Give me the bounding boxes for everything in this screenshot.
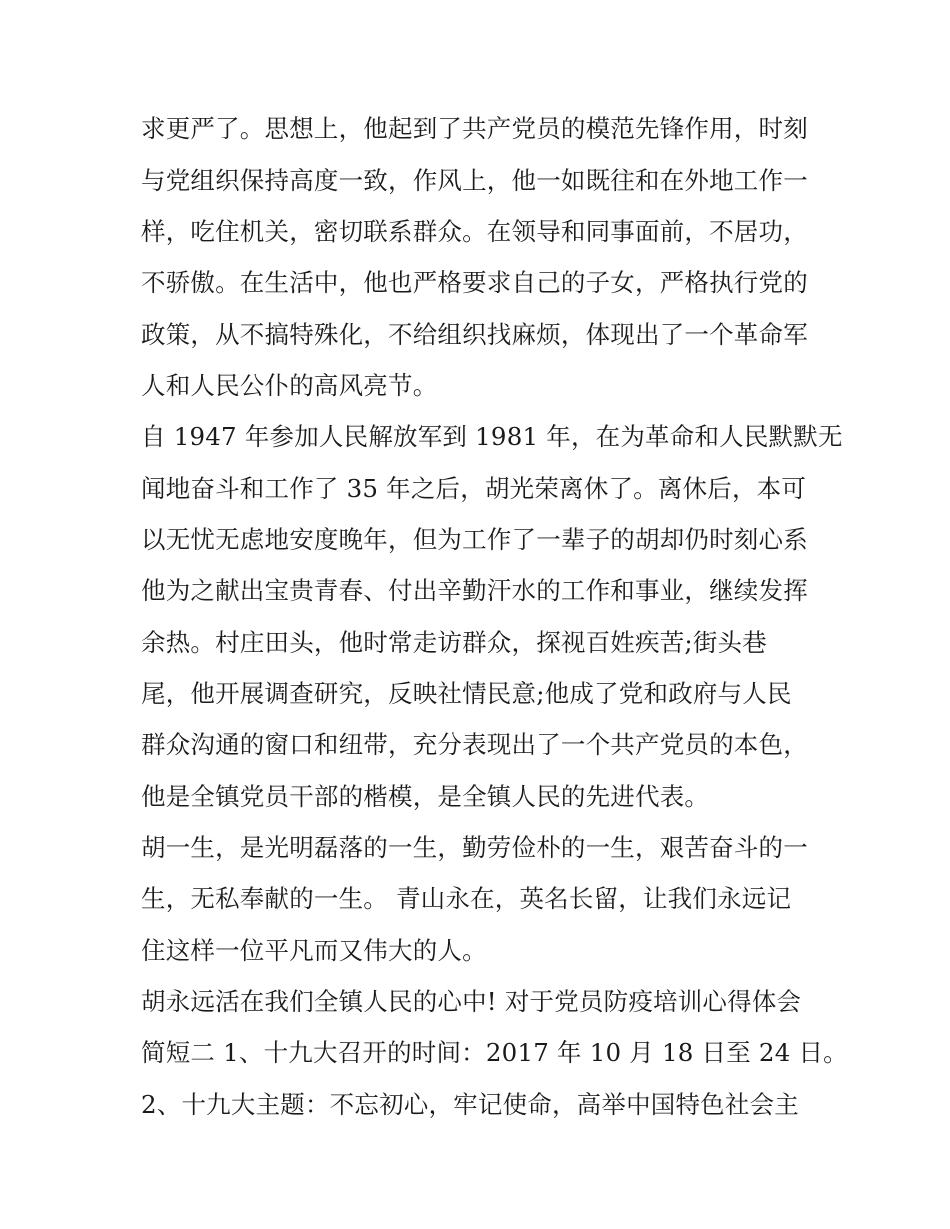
text-line: 不骄傲。在生活中，他也严格要求自己的子女，严格执行党的 (141, 268, 808, 297)
text-line: 尾，他开展调查研究，反映社情民意;他成了党和政府与人民 (141, 679, 792, 708)
text-line: 他为之献出宝贵青春、付出辛勤汗水的工作和事业，继续发挥 (141, 576, 808, 605)
text-line: 住这样一位平凡而又伟大的人。 (141, 936, 487, 965)
text-line: 他是全镇党员干部的楷模，是全镇人民的先进代表。 (141, 782, 710, 811)
text-line: 与党组织保持高度一致，作风上，他一如既往和在外地工作一 (141, 166, 808, 195)
text-line: 群众沟通的窗口和纽带，充分表现出了一个共产党员的本色， (141, 730, 808, 759)
text-line: 人和人民公仆的高风亮节。 (141, 371, 438, 400)
text-line: 简短二 1、十九大召开的时间：2017 年 10 月 18 日至 24 日。 (141, 1038, 848, 1067)
text-line: 生，无私奉献的一生。 青山永在，英名长留，让我们永远记 (141, 884, 792, 913)
text-line: 政策，从不搞特殊化，不给组织找麻烦，体现出了一个革命军 (141, 320, 808, 349)
text-line: 求更严了。思想上，他起到了共产党员的模范先锋作用，时刻 (141, 114, 808, 143)
text-line: 胡永远活在我们全镇人民的心中! 对于党员防疫培训心得体会 (141, 987, 802, 1016)
text-line: 闻地奋斗和工作了 35 年之后，胡光荣离休了。离休后，本可 (141, 474, 807, 503)
text-line: 以无忧无虑地安度晚年，但为工作了一辈子的胡却仍时刻心系 (141, 525, 808, 554)
text-line: 胡一生，是光明磊落的一生，勤劳俭朴的一生，艰苦奋斗的一 (141, 833, 808, 862)
text-line: 2、十九大主题：不忘初心，牢记使命，高举中国特色社会主 (141, 1090, 799, 1119)
text-line: 余热。村庄田头，他时常走访群众，探视百姓疾苦;街头巷 (141, 628, 767, 657)
text-line: 样，吃住机关，密切联系群众。在领导和同事面前，不居功， (141, 217, 808, 246)
text-line: 自 1947 年参加人民解放军到 1981 年，在为革命和人民默默无 (141, 422, 843, 451)
